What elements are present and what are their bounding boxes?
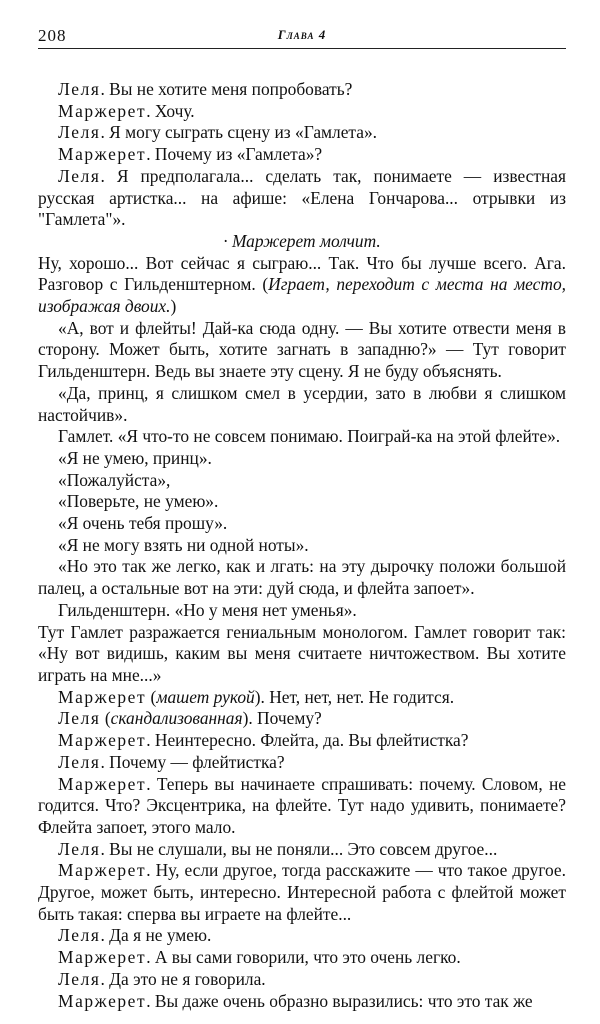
paragraph (38, 144, 566, 166)
speaker-name: Маржерет (58, 730, 147, 751)
text-run: ). Почему? (242, 708, 322, 729)
paragraph (38, 470, 566, 492)
text-run: . Вы даже очень образно выразились: что это так же (146, 990, 533, 1011)
paragraph (38, 991, 566, 1013)
paragraph (38, 491, 566, 513)
text-run: . Ну, если другое, тогда расскажите — что такое другое. Другое, может быть, интересно. Интересной работа с флейтой может быть такая: сперва вы играете на флейте... (38, 860, 566, 924)
text-run: ). Нет, нет, нет. Не годится. (254, 686, 455, 707)
text-run: · Маржерет молчит. (223, 230, 381, 251)
speaker-name: Маржерет (58, 947, 147, 968)
paragraph (38, 622, 566, 687)
text-run: «Но это так же легко, как и лгать: на эту дырочку положи большой палец, а остальные вот на эти: дуй сюда, и флейта запоет». (38, 556, 566, 599)
paragraph (38, 925, 566, 947)
speaker-name: Маржерет (58, 990, 147, 1011)
text-run: Ну, хорошо... Вот сейчас я сыграю... Так. Что бы лучше всего. Ага. Разговор с Гильденштерном. ( (38, 252, 566, 295)
paragraph (38, 535, 566, 557)
chapter-title: Глава 4 (277, 27, 327, 42)
paragraph (38, 556, 566, 599)
speaker-name: Маржерет (58, 686, 147, 707)
book-page (38, 26, 566, 1012)
text-run: . Вы не хотите меня попробовать? (100, 79, 353, 99)
speaker-name: Маржерет (58, 144, 147, 165)
text-run: . Хочу. (146, 100, 195, 121)
text-run: «Поверьте, не умею». (58, 491, 219, 512)
stage-direction (38, 231, 566, 253)
text-run: Гильденштерн. «Но у меня нет уменья». (58, 599, 357, 620)
paragraph (38, 166, 566, 231)
text-run: ( (100, 708, 111, 729)
text-run: ) (170, 296, 177, 317)
paragraph (38, 448, 566, 470)
paragraph (38, 752, 566, 774)
paragraph (38, 839, 566, 861)
text-run: Гамлет. «Я что-то не совсем понимаю. Поиграй-ка на этой флейте». (58, 426, 561, 447)
text-run: «Я очень тебя прошу». (58, 513, 228, 534)
text-run: . Да я не умею. (100, 925, 212, 946)
text-run: . Вы не слушали, вы не поняли... Это совсем другое... (100, 838, 498, 859)
speaker-name: Леля (58, 122, 101, 143)
speaker-name: Леля (58, 79, 101, 99)
text-run: «Я не могу взять ни одной ноты». (58, 534, 309, 555)
speaker-name: Леля (58, 708, 101, 729)
text-run: «Я не умею, принц». (58, 447, 212, 468)
italic-remark: машет рукой (156, 686, 255, 707)
paragraph (38, 383, 566, 426)
paragraph (38, 708, 566, 730)
speaker-name: Леля (58, 925, 101, 946)
paragraph (38, 600, 566, 622)
text-run: «А, вот и флейты! Дай-ка сюда одну. — Вы хотите отвести меня в сторону. Может быть, хотите загнать в западню?» — Тут говорит Гильденштерн. Ведь вы знаете эту сцену. Я не буду объяснять. (38, 317, 566, 382)
text-run: . А вы сами говорили, что это очень легко. (146, 947, 461, 968)
speaker-name: Леля (58, 968, 101, 989)
paragraph (38, 947, 566, 969)
text-run: . Почему из «Гамлета»? (146, 144, 323, 165)
paragraph (38, 513, 566, 535)
paragraph (38, 426, 566, 448)
paragraph (38, 253, 566, 318)
speaker-name: Леля (58, 165, 101, 186)
text-run: . Почему — флейтистка? (100, 751, 285, 772)
text-run: . Теперь вы начинаете спрашивать: почему. Словом, не годится. Что? Эксцентрика, на флейте. Тут надо удивить, понимаете? Флейта запоет, этого мало. (38, 773, 566, 837)
page-text (38, 79, 566, 1012)
paragraph (38, 860, 566, 925)
italic-remark: Играет, переходит с места на место, изображая двоих. (38, 274, 566, 317)
text-run: Тут Гамлет разражается гениальным монологом. Гамлет говорит так: «Ну вот видишь, каким вы меня считаете ничтожеством. Вы хотите играть на мне...» (38, 621, 566, 685)
text-run: . Я могу сыграть сцену из «Гамлета». (100, 122, 378, 143)
paragraph (38, 318, 566, 383)
paragraph (38, 101, 566, 123)
paragraph (38, 122, 566, 144)
speaker-name: Маржерет (58, 100, 147, 121)
italic-remark: скандализованная (110, 708, 243, 729)
text-run: ( (146, 686, 157, 707)
paragraph (38, 79, 566, 101)
paragraph (38, 687, 566, 709)
text-run: «Пожалуйста», (58, 469, 171, 490)
paragraph (38, 730, 566, 752)
text-run: . Неинтересно. Флейта, да. Вы флейтистка? (146, 730, 469, 751)
text-run: «Да, принц, я слишком смел в усердии, зато в любви я слишком настойчив». (38, 382, 566, 425)
text-run: . Я предполагала... сделать так, понимаете — известная русская артистка... на афише: «Елена Гончарова... отрывки из "Гамлета"». (38, 165, 566, 230)
speaker-name: Леля (58, 838, 101, 859)
text-run: . Да это не я говорила. (100, 968, 266, 989)
paragraph (38, 969, 566, 991)
page-number: 208 (38, 26, 67, 45)
paragraph (38, 774, 566, 839)
speaker-name: Маржерет (58, 860, 147, 881)
running-header (38, 26, 566, 49)
speaker-name: Маржерет (58, 773, 147, 794)
speaker-name: Леля (58, 751, 101, 772)
